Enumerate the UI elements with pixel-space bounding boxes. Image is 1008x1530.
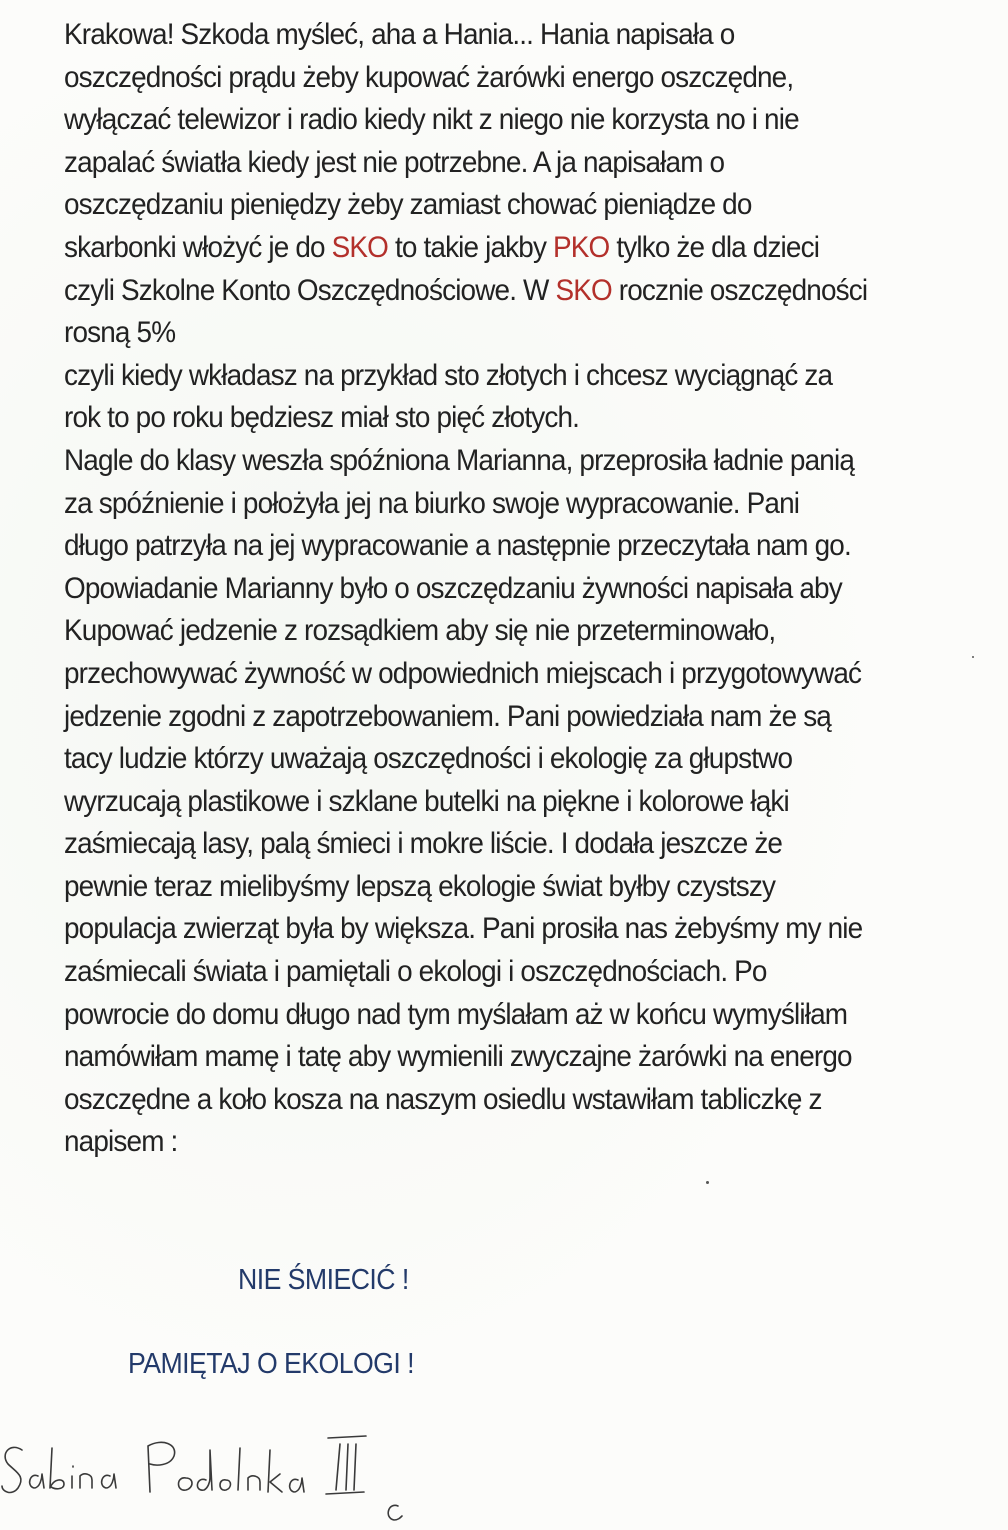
scan-speck — [972, 656, 974, 658]
text-line — [64, 14, 938, 57]
text-segment: oszczędne a koło kosza na naszym osiedlu wstawiłam tabliczkę z — [64, 1082, 822, 1116]
text-line — [64, 908, 938, 951]
text-line — [64, 994, 938, 1037]
text-segment: napisem : — [64, 1125, 178, 1159]
text-segment: zaśmiecali świata i pamiętali o ekologi i oszczędnościach. Po — [64, 955, 767, 989]
highlighted-abbreviation: SKO — [555, 273, 612, 307]
text-line — [64, 227, 938, 270]
text-line — [64, 1079, 938, 1122]
text-segment: przechowywać żywność w odpowiednich miejscach i przygotowywać — [64, 656, 862, 690]
text-segment: to takie jakby — [388, 230, 554, 264]
text-line — [64, 397, 938, 440]
text-segment: Nagle do klasy weszła spóźniona Marianna, przeprosiła ładnie panią — [64, 443, 855, 477]
text-line — [64, 440, 938, 483]
text-segment: rosną 5% — [64, 316, 176, 350]
text-segment: za spóźnienie i położyła jej na biurko swoje wypracowanie. Pani — [64, 486, 800, 520]
text-line — [64, 653, 938, 696]
text-segment: pewnie teraz mielibyśmy lepszą ekologie świat byłby czystszy — [64, 869, 776, 903]
text-segment: skarbonki włożyć je do — [64, 230, 332, 264]
text-segment: tacy ludzie którzy uważają oszczędności i ekologię za głupstwo — [64, 742, 793, 776]
text-segment: populacja zwierząt była by większa. Pani prosiła nas żebyśmy my nie — [64, 912, 863, 946]
text-line — [64, 781, 938, 824]
text-segment: wyrzucają plastikowe i szklane butelki na piękne i kolorowe łąki — [64, 784, 789, 818]
slogan-nie-smiecic: NIE ŚMIECIĆ ! — [238, 1264, 409, 1296]
highlighted-abbreviation: SKO — [331, 230, 389, 264]
text-line — [64, 312, 938, 355]
text-line — [64, 951, 938, 994]
handwritten-signature — [0, 1420, 460, 1530]
text-line — [64, 99, 938, 142]
text-segment: czyli kiedy wkładasz na przykład sto złotych i chcesz wyciągnąć za — [64, 358, 833, 392]
text-line — [64, 696, 938, 739]
text-line — [64, 610, 938, 653]
text-segment: Kupować jedzenie z rozsądkiem aby się nie przeterminowało, — [64, 614, 776, 648]
text-segment: oszczędzaniu pieniędzy żeby zamiast chować pieniądze do — [64, 188, 752, 222]
text-line — [64, 270, 938, 313]
text-segment: Opowiadanie Marianny było o oszczędzaniu żywności napisała aby — [64, 571, 842, 605]
text-line — [64, 355, 938, 398]
text-line — [64, 142, 938, 185]
text-line — [64, 184, 938, 227]
text-line — [64, 1036, 938, 1079]
scan-speck — [706, 1181, 709, 1184]
text-segment: oszczędności prądu żeby kupować żarówki energo oszczędne, — [64, 60, 794, 94]
slogan-pamietaj-o-ekologi: PAMIĘTAJ O EKOLOGI ! — [128, 1348, 414, 1380]
text-segment: Krakowa! Szkoda myśleć, aha a Hania... Hania napisała o — [64, 18, 735, 51]
text-line — [64, 483, 938, 526]
text-segment: namówiłam mamę i tatę aby wymienili zwyczajne żarówki na energo — [64, 1040, 852, 1074]
text-segment: wyłączać telewizor i radio kiedy nikt z niego nie korzysta no i nie — [64, 103, 799, 137]
text-segment: rok to po roku będziesz miał sto pięć złotych. — [64, 401, 580, 435]
text-segment: powrocie do domu długo nad tym myślałam aż w końcu wymyśliłam — [64, 997, 848, 1031]
text-segment: zapalać światła kiedy jest nie potrzebne. A ja napisałam o — [64, 145, 725, 179]
text-segment: długo patrzyła na jej wypracowanie a następnie przeczytała nam go. — [64, 529, 851, 563]
text-segment: jedzenie zgodni z zapotrzebowaniem. Pani powiedziała nam że są — [64, 699, 831, 733]
text-line — [64, 568, 938, 611]
text-line — [64, 866, 938, 909]
text-segment: tylko że dla dzieci — [609, 230, 820, 264]
text-line — [64, 823, 938, 866]
text-segment: zaśmiecają lasy, palą śmieci i mokre liście. I dodała jeszcze że — [64, 827, 783, 861]
text-line — [64, 525, 938, 568]
essay-body-text — [64, 14, 938, 1164]
text-segment: czyli Szkolne Konto Oszczędnościowe. W — [64, 273, 556, 307]
text-line — [64, 57, 938, 100]
highlighted-abbreviation: PKO — [553, 230, 610, 264]
text-line — [64, 1121, 938, 1164]
text-line — [64, 738, 938, 781]
text-segment: rocznie oszczędności — [611, 273, 868, 307]
